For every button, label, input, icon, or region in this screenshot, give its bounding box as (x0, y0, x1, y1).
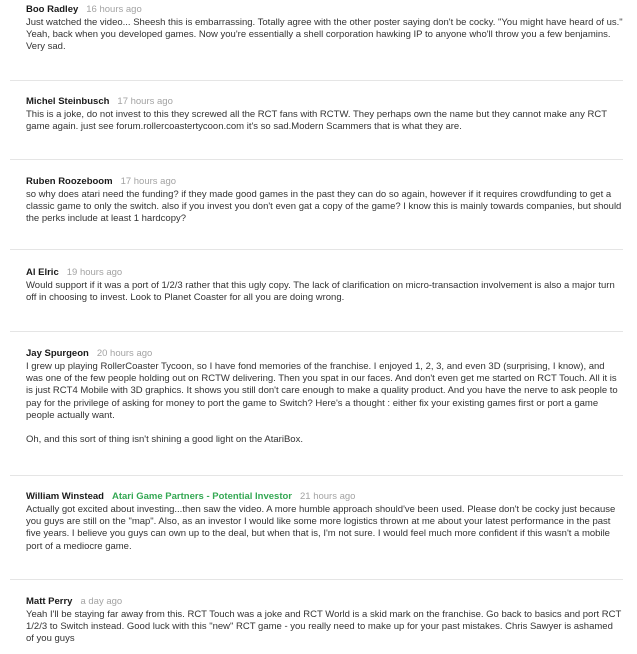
comment-timestamp: 21 hours ago (299, 491, 356, 502)
comment-header (26, 596, 623, 608)
comment-paragraph: so why does atari need the funding? if they made good games in the past they can do so again, however if it requires crowdfunding to get a classic game to only the switch. also if you invest you don't even gat a copy of the game? I know this is mainly towards companies, but should the perks include at least 1 hardcopy? (26, 189, 622, 225)
comment-header (26, 176, 623, 188)
comment (26, 96, 623, 133)
comment-divider (10, 159, 623, 160)
comment (26, 176, 623, 226)
comment-divider (10, 579, 623, 580)
comment-author[interactable]: Matt Perry (26, 596, 73, 607)
comment-body (26, 504, 623, 553)
comment-paragraph: I grew up playing RollerCoaster Tycoon, so I have fond memories of the franchise. I enjoyed 1, 2, 3, and even 3D (surprising, I know), and was one of the few people holding out on RCTW delivering. Then you spat in our faces. And don't even get me started on RCT Touch. All it is is just RCT4 Mobile with 3D graphics. It shows you still don't care enough to make a quality product. And you have the nerve to ask people to pay for the privilege of asking for money to port the game to Switch? Here's a thought : either fix your existing games first or port a game people actually want. (26, 361, 618, 421)
comment-author[interactable]: William Winstead (26, 491, 104, 502)
comment-author[interactable]: Jay Spurgeon (26, 348, 89, 359)
comment-timestamp: a day ago (80, 596, 123, 607)
comment (26, 4, 623, 54)
comment-author[interactable]: Ruben Roozeboom (26, 176, 113, 187)
comment-paragraph: Oh, and this sort of thing isn't shining a good light on the AtariBox. (26, 434, 303, 446)
comment-divider (10, 475, 623, 476)
comment-header (26, 491, 623, 503)
comment-header (26, 4, 623, 16)
comment-paragraph: Would support if it was a port of 1/2/3 rather that this ugly copy. The lack of clarification on micro-transaction involvement is also a major turn off in choosing to invest. Look to Planet Coaster for all you are doing wrong. (26, 280, 615, 304)
comment (26, 491, 623, 553)
comment-timestamp: 20 hours ago (96, 348, 153, 359)
comment-timestamp: 16 hours ago (86, 4, 142, 15)
comment-header (26, 96, 623, 108)
comment-timestamp: 17 hours ago (120, 176, 177, 187)
comment-body (26, 280, 623, 304)
comment-body (26, 189, 623, 226)
comment-author[interactable]: Al Elric (26, 267, 59, 278)
comment-paragraph: Yeah I'll be staying far away from this. RCT Touch was a joke and RCT World is a skid mark on the franchise. Go back to basics and port RCT 1/2/3 to Switch instead. Good luck with this "new" RCT game - you really need to make up for your past mistakes. Chris Sawyer is ashamed of you guys (26, 609, 622, 645)
comment-body (26, 109, 623, 133)
comment (26, 267, 623, 304)
comment-author[interactable]: Boo Radley (26, 4, 79, 15)
comment-body (26, 17, 623, 54)
comment-body (26, 361, 623, 446)
comment-divider (10, 80, 623, 81)
comment-divider (10, 249, 623, 250)
comment-body (26, 609, 623, 646)
comment-paragraph: This is a joke, do not invest to this they screwed all the RCT fans with RCTW. They perhaps own the name but they cannot make any RCT game again. just see forum.rollercoastertycoon.com it's so sad.Modern Scammers that is what they are. (26, 109, 607, 133)
comment-paragraph: Actually got excited about investing...then saw the video. A more humble approach should've been used. Please don't be cocky just because you guys are still on the "map". Also, as an investor I would like some more logistics thrown at me about your latest performance in the past five years. I believe you guys can own up to the deal, but when that is, I'm not sure. I would feel much more confident if this wasn't a mobile port of a mediocre game. (26, 504, 616, 552)
comment (26, 596, 623, 646)
investor-badge: Atari Game Partners - Potential Investor (111, 491, 292, 502)
comment (26, 348, 623, 446)
comment-header (26, 267, 623, 279)
comment-timestamp: 19 hours ago (66, 267, 123, 278)
comment-divider (10, 331, 623, 332)
comment-author[interactable]: Michel Steinbusch (26, 96, 110, 107)
comment-timestamp: 17 hours ago (117, 96, 173, 107)
comment-paragraph: Just watched the video... Sheesh this is embarrassing. Totally agree with the other poster saying don't be cocky. "You might have heard of us." Yeah, back when you developed games. Now you're essentially a shell corporation hawking IP to anyone who'll throw you a few benjamins. Very sad. (26, 17, 623, 53)
comment-header (26, 348, 623, 360)
